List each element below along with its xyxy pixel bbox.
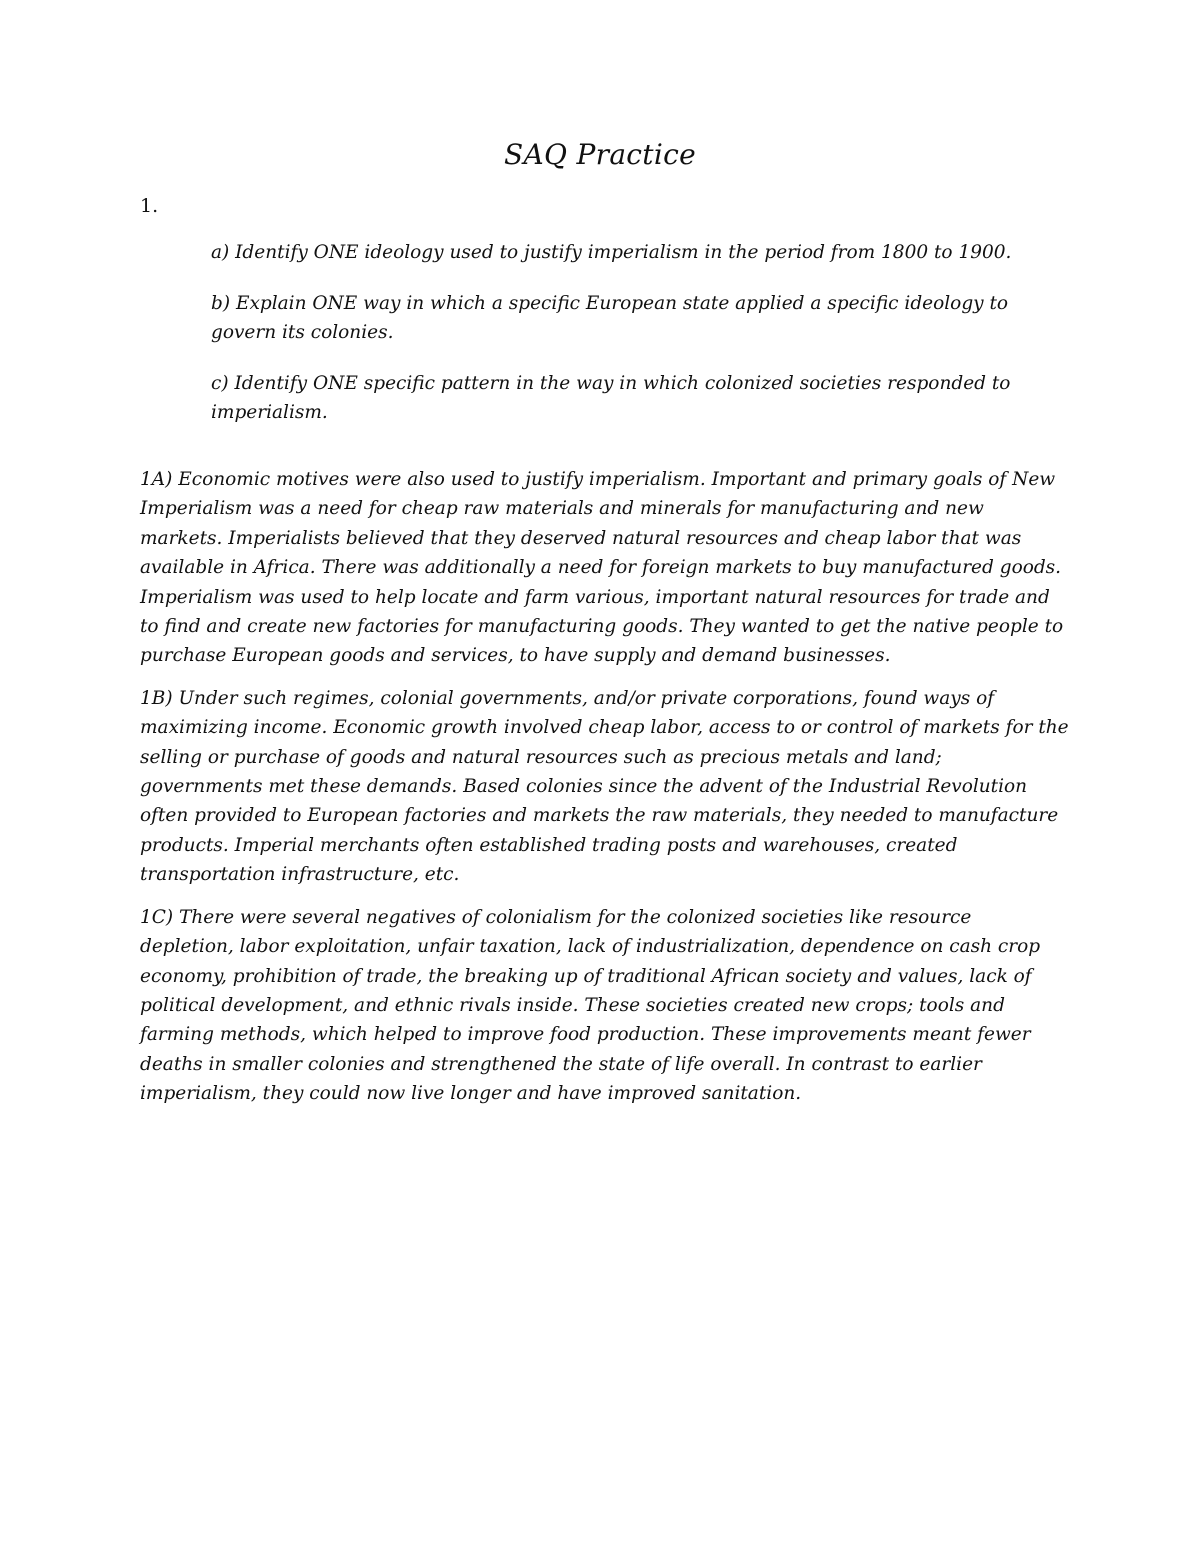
question-number: 1. xyxy=(140,195,159,217)
page-title: SAQ Practice xyxy=(504,138,696,171)
question-a: a) Identify ONE ideology used to justify imperialism in the period from 1800 to 1900. xyxy=(211,242,1012,263)
question-c: c) Identify ONE specific pattern in the way in which colonized societies responded to imperialism. xyxy=(211,373,1011,423)
answer-1c: 1C) There were several negatives of colonialism for the colonized societies like resource depletion, labor exploitation, unfair taxation, lack of industrialization, dependence on cash crop economy, prohibition of trade, the breaking up of traditional African society and values, lack of political development, and ethnic rivals inside. These societies created new crops; tools and farming methods, which helped to improve food production. These improvements meant fewer deaths in smaller colonies and strengthened the state of life overall. In contrast to earlier imperialism, they could now live longer and have improved sanitation. xyxy=(140,906,1041,1105)
answer-1b: 1B) Under such regimes, colonial governments, and/or private corporations, found ways of maximizing income. Economic growth involved cheap labor, access to or control of markets for the selling or purchase of goods and natural resources such as precious metals and land; governments met these demands. Based colonies since the advent of the Industrial Revolution often provided to European factories and markets the raw materials, they needed to manufacture products. Imperial merchants often established trading posts and warehouses, created transportation infrastructure, etc. xyxy=(140,687,1069,886)
question-list xyxy=(211,238,1071,449)
answer-list xyxy=(140,465,1070,1122)
answer-1a: 1A) Economic motives were also used to justify imperialism. Important and primary goals of New Imperialism was a need for cheap raw materials and minerals for manufacturing and new markets. Imperialists believed that they deserved natural resources and cheap labor that was available in Africa. There was additionally a need for foreign markets to buy manufactured goods. Imperialism was used to help locate and farm various, important natural resources for trade and to find and create new factories for manufacturing goods. They wanted to get the native people to purchase European goods and services, to have supply and demand businesses. xyxy=(140,469,1064,667)
question-b: b) Explain ONE way in which a specific European state applied a specific ideology to govern its colonies. xyxy=(211,293,1009,343)
